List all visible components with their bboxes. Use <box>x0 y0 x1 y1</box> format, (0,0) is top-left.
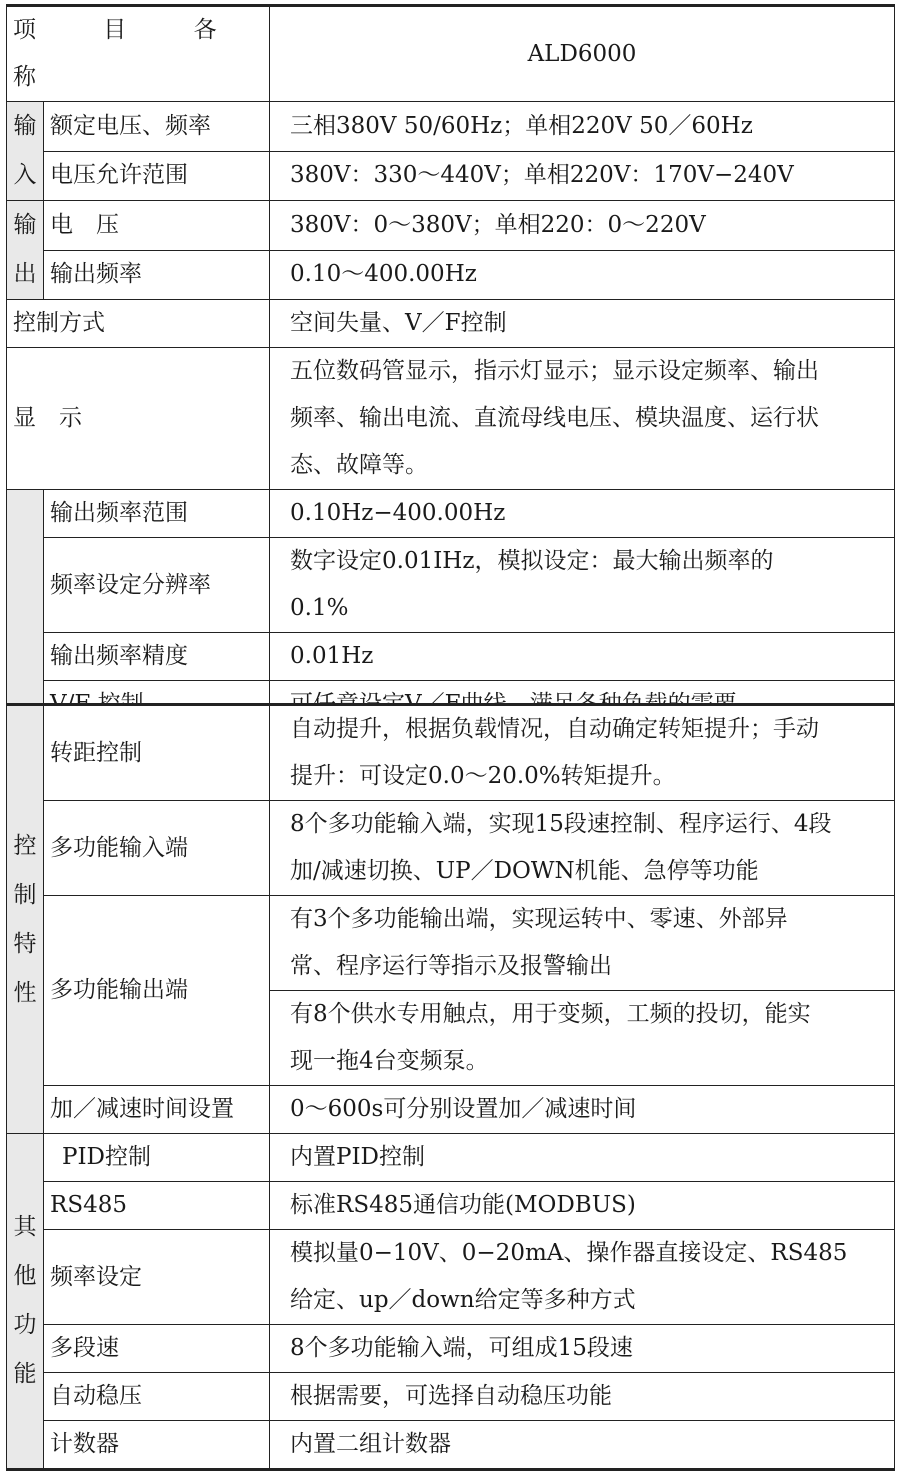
row-label: 频率设定分辨率 <box>44 538 270 633</box>
row-label: 输出频率精度 <box>44 633 270 681</box>
table-row <box>7 348 895 490</box>
row-label: 加／减速时间设置 <box>44 1086 270 1134</box>
group-char: 能 <box>13 1361 37 1387</box>
table-row <box>7 1421 895 1470</box>
value-line: 有3个多功能输出端，实现运转中、零速、外部异 <box>290 906 788 932</box>
value-line: 态、故障等。 <box>290 452 428 478</box>
row-value: 380V：330～440V；单相220V：170V−240V <box>270 151 895 201</box>
row-value <box>270 896 895 991</box>
group-char: 他 <box>13 1263 37 1289</box>
row-value: 根据需要，可选择自动稳压功能 <box>270 1373 895 1421</box>
value-line: 加/减速切换、UP／DOWN机能、急停等功能 <box>290 858 759 884</box>
row-value: 0～600s可分别设置加／减速时间 <box>270 1086 895 1134</box>
table-row <box>7 1134 895 1182</box>
table-row <box>7 538 895 633</box>
value-line: 频率、输出电流、直流母线电压、模块温度、运行状 <box>290 405 819 431</box>
row-value <box>270 538 895 633</box>
row-value <box>270 705 895 801</box>
group-char: 出 <box>13 261 37 287</box>
row-value: 0.10～400.00Hz <box>270 250 895 300</box>
value-line: 模拟量0−10V、0−20mA、操作器直接设定、RS485 <box>290 1240 848 1266</box>
header-model-cell: ALD6000 <box>270 6 895 102</box>
output-group-cell <box>7 201 44 300</box>
other-group-cell <box>7 1134 44 1470</box>
row-value: 380V：0～380V；单相220：0～220V <box>270 201 895 251</box>
row-label: 转距控制 <box>44 705 270 801</box>
row-value: 空间失量、V／F控制 <box>270 300 895 348</box>
row-label: 额定电压、频率 <box>44 102 270 152</box>
row-value: 0.01Hz <box>270 633 895 681</box>
group-char: 输 <box>13 113 37 139</box>
display-label: 显 示 <box>7 348 270 490</box>
row-label: 控制方式 <box>7 300 270 348</box>
row-value <box>270 1230 895 1325</box>
value-line: 常、程序运行等指示及报警输出 <box>290 953 612 979</box>
input-group-cell <box>7 102 44 201</box>
display-value <box>270 348 895 490</box>
row-value: 8个多功能输入端，可组成15段速 <box>270 1325 895 1373</box>
table-row <box>7 250 895 300</box>
row-label: 自动稳压 <box>44 1373 270 1421</box>
row-value: 0.10Hz−400.00Hz <box>270 490 895 538</box>
row-value: 标准RS485通信功能(MODBUS) <box>270 1182 895 1230</box>
table-row <box>7 1373 895 1421</box>
group-char: 输 <box>13 212 37 238</box>
group-char: 其 <box>13 1214 37 1240</box>
table-row <box>7 1325 895 1373</box>
row-label: 电 压 <box>44 201 270 251</box>
row-value: 内置二组计数器 <box>270 1421 895 1470</box>
row-label: 输出频率范围 <box>44 490 270 538</box>
row-value <box>270 801 895 896</box>
table-row <box>7 102 895 152</box>
row-label: 多段速 <box>44 1325 270 1373</box>
table-row <box>7 1086 895 1134</box>
value-line: 五位数码管显示，指示灯显示；显示设定频率、输出 <box>290 358 819 384</box>
value-line: 8个多功能输入端，实现15段速控制、程序运行、4段 <box>290 811 832 837</box>
table-row <box>7 151 895 201</box>
frequency-group-cell <box>7 490 44 730</box>
group-char: 功 <box>13 1312 37 1338</box>
value-line: 给定、up／down给定等多种方式 <box>290 1287 636 1313</box>
header-item-cell: 项 目 各 称 <box>7 6 270 102</box>
group-char: 特 <box>13 930 37 957</box>
value-line: 0.1% <box>290 595 349 621</box>
table-row <box>7 633 895 681</box>
row-label: PID控制 <box>44 1134 270 1182</box>
value-line: 数字设定0.01IHz，模拟设定：最大输出频率的 <box>290 548 774 574</box>
group-char: 入 <box>13 162 37 188</box>
spec-table-bottom <box>6 703 895 1471</box>
control-group-cell <box>7 705 44 1134</box>
row-label: 多功能输入端 <box>44 801 270 896</box>
value-line: 自动提升，根据负载情况，自动确定转矩提升；手动 <box>290 716 819 742</box>
value-line: 提升：可设定0.0～20.0%转矩提升。 <box>290 763 676 789</box>
row-label: RS485 <box>44 1182 270 1230</box>
table-row <box>7 705 895 801</box>
table-row <box>7 1182 895 1230</box>
row-value <box>270 991 895 1086</box>
table-row <box>7 896 895 991</box>
header-row <box>7 6 895 102</box>
table-row <box>7 1230 895 1325</box>
group-char: 性 <box>13 979 37 1006</box>
value-line: 现一拖4台变频泵。 <box>290 1048 489 1074</box>
group-char: 制 <box>13 881 37 908</box>
row-value: 三相380V 50/60Hz；单相220V 50／60Hz <box>270 102 895 152</box>
row-value: 内置PID控制 <box>270 1134 895 1182</box>
table-row <box>7 201 895 251</box>
value-line: 有8个供水专用触点，用于变频，工频的投切，能实 <box>290 1001 811 1027</box>
table-row <box>7 490 895 538</box>
row-label: 多功能输出端 <box>44 896 270 1086</box>
spec-table-top <box>6 4 895 731</box>
row-label: 电压允许范围 <box>44 151 270 201</box>
row-label: 计数器 <box>44 1421 270 1470</box>
row-label: 输出频率 <box>44 250 270 300</box>
group-char: 控 <box>13 832 37 859</box>
row-label: 频率设定 <box>44 1230 270 1325</box>
table-row <box>7 300 895 348</box>
table-row <box>7 801 895 896</box>
